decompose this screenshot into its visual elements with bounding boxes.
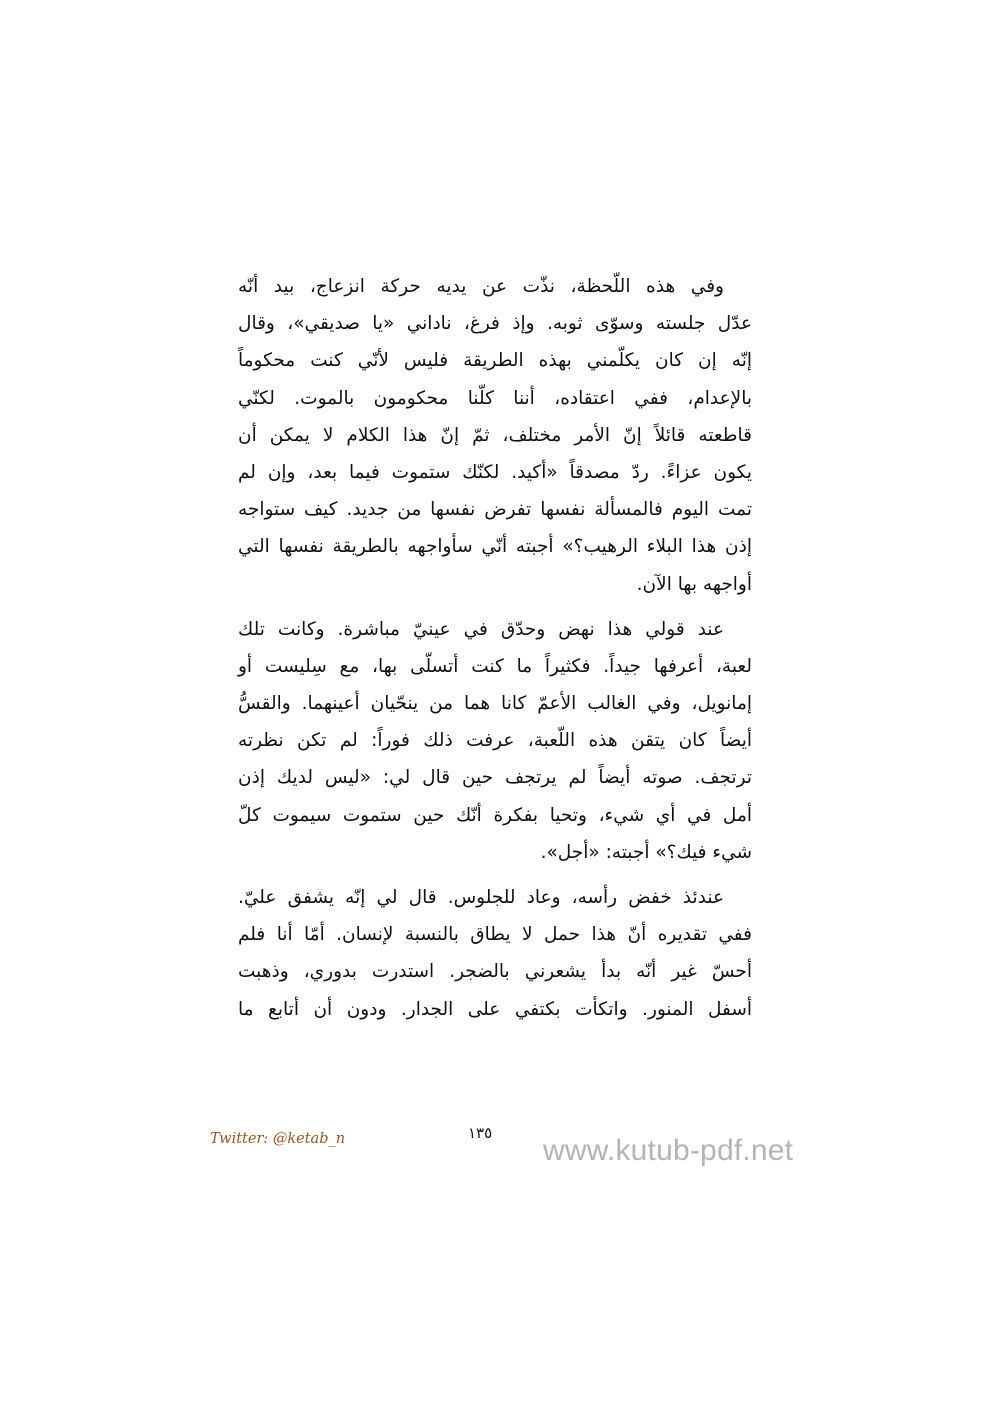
paragraph-2 — [238, 611, 752, 871]
text-line: إمانويل، وفي الغالب الأعمّ كانا هما من ينحّيان أعينهما. والقسُّ — [238, 693, 752, 715]
text-line: أحسّ غير أنّه بدأ يشعرني بالضجر. استدرت بدوري، وذهبت — [238, 961, 752, 983]
text-line: قاطعته قائلاً إنّ الأمر مختلف، ثمّ إنّ هذا الكلام لا يمكن أن — [238, 424, 752, 446]
website-watermark: www.kutub-pdf.net — [543, 1134, 794, 1167]
text-line: أسفل المنور. واتكأت بكتفي على الجدار. ودون أن أتابع ما — [238, 998, 752, 1020]
twitter-handle: Twitter: @ketab_n — [210, 1131, 346, 1147]
text-line: شيء فيك؟» أجبته: «أجل». — [540, 841, 752, 863]
text-line: إنّه إن كان يكلّمني بهذه الطريقة فليس لأنّي كنت محكوماً — [238, 350, 752, 372]
page-number: ١٣٥ — [468, 1124, 493, 1142]
text-line: أمل في أي شيء، وتحيا بفكرة أنّك حين ستموت سيموت كلّ — [238, 804, 752, 826]
text-line: بالإعدام، ففي اعتقاده، أننا كلّنا محكومون بالموت. لكنّي — [238, 387, 752, 409]
text-line: ترتجف. صوته أيضاً لم يرتجف حين قال لي: «ليس لديك إذن — [238, 767, 752, 789]
paragraph-3 — [238, 879, 752, 1028]
paragraph-1 — [238, 268, 752, 603]
text-line: لعبة، أعرفها جيداً. فكثيراً ما كنت أتسلّى بها، مع سِليست أو — [238, 655, 752, 677]
text-line: تمت اليوم فالمسألة نفسها تفرض نفسها من جديد. كيف ستواجه — [238, 499, 752, 521]
text-line: عند قولي هذا نهض وحدّق في عينيّ مباشرة. وكانت تلك — [238, 618, 724, 640]
body-text — [238, 268, 752, 1028]
text-line: أيضاً كان يتقن هذه اللّعبة، عرفت ذلك فوراً: لم تكن نظرته — [238, 730, 752, 752]
text-line: أواجهه بها الآن. — [636, 573, 752, 595]
text-line: وفي هذه اللّحظة، نذّت عن يديه حركة انزعاج، بيد أنّه — [238, 276, 724, 297]
text-line: يكون عزاءً. ردّ مصدقاً «أكيد. لكنّك ستموت فيما بعد، وإن لم — [238, 461, 752, 483]
text-line: إذن هذا البلاء الرهيب؟» أجبته أنّي سأواجهه بالطريقة نفسها التي — [238, 536, 752, 558]
text-line: عدّل جلسته وسوّى ثوبه. وإذ فرغ، ناداني «يا صديقي»، وقال — [238, 313, 752, 335]
text-line: ففي تقديره أنّ هذا حمل لا يطاق بالنسبة لإنسان. أمّا أنا فلم — [238, 924, 752, 946]
text-line: عندئذ خفض رأسه، وعاد للجلوس. قال لي إنّه يشفق عليّ. — [238, 887, 724, 908]
